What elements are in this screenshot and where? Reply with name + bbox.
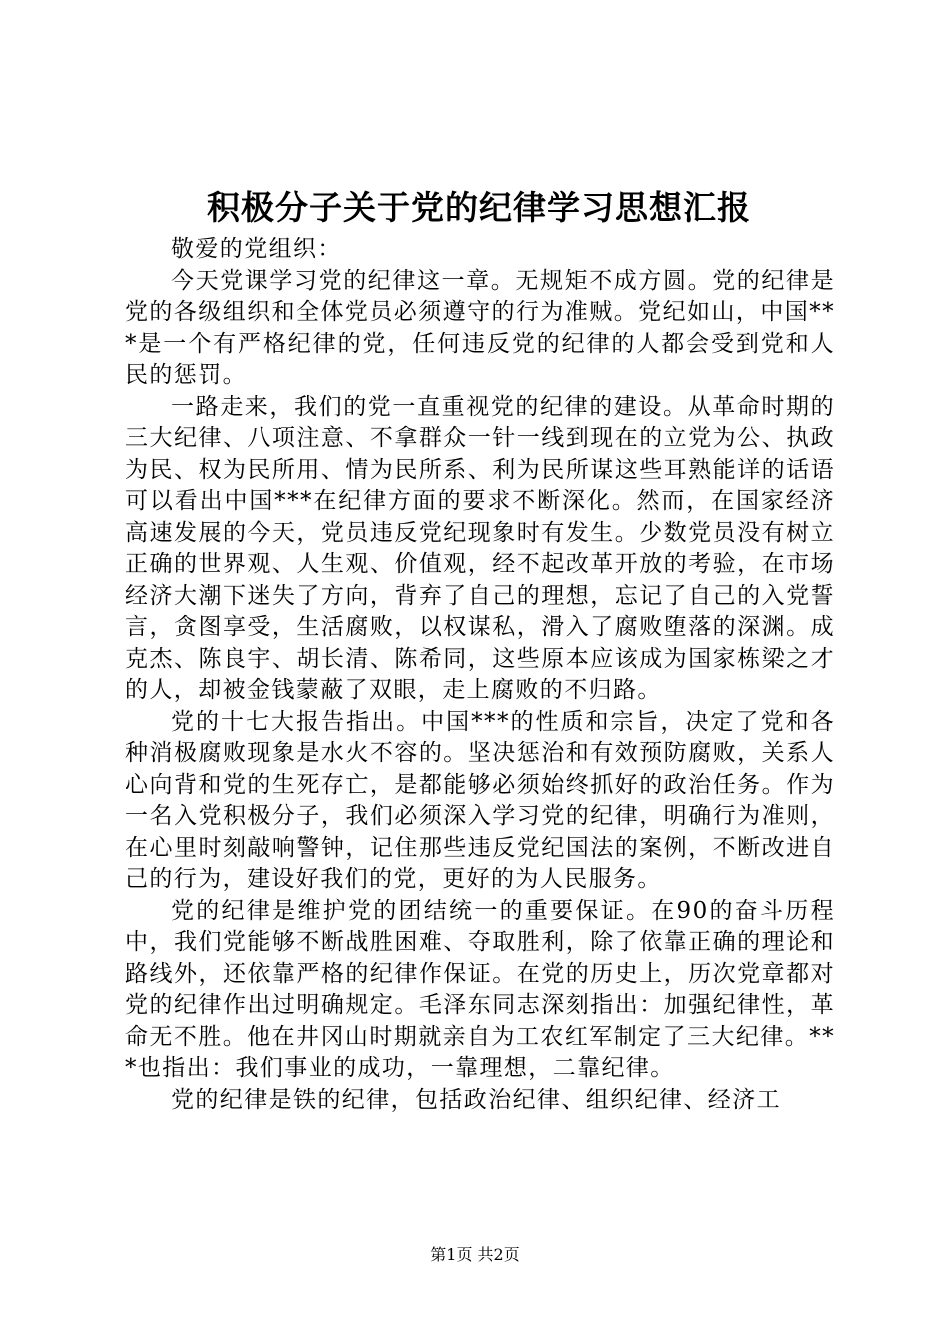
paragraph: 党的纪律是铁的纪律，包括政治纪律、组织纪律、经济工: [171, 1086, 781, 1113]
salutation: 敬爱的党组织：: [171, 236, 342, 262]
paragraph: 党的十七大报告指出。中国***的性质和宗旨，决定了党和各种消极腐败现象是水火不容的。坚决惩治和有效预防腐败，关系人心向背和党的生死存亡，是都能够必须始终抓好的政治任务。作为一名入党积极分子，我们必须深入学习党的纪律，明确行为准则，在心里时刻敲响警钟，记住那些违反党纪国法的案例，不断改进自己的行为，建设好我们的党，更好的为人民服务。: [125, 708, 835, 892]
document-title: 积极分子关于党的纪律学习思想汇报: [207, 188, 751, 227]
paragraph: 党的纪律是维护党的团结统一的重要保证。在90的奋斗历程中，我们党能够不断战胜困难、夺取胜利，除了依靠正确的理论和路线外，还依靠严格的纪律作保证。在党的历史上，历次党章都对党的纪律作出过明确规定。毛泽东同志深刻指出：加强纪律性，革命无不胜。他在井冈山时期就亲自为工农红军制定了三大纪律。***也指出：我们事业的成功，一靠理想，二靠纪律。: [125, 897, 835, 1081]
paragraph: 一路走来，我们的党一直重视党的纪律的建设。从革命时期的三大纪律、八项注意、不拿群众一针一线到现在的立党为公、执政为民、权为民所用、情为民所系、利为民所谋这些耳熟能详的话语可以看出中国***在纪律方面的要求不断深化。然而，在国家经济高速发展的今天，党员违反党纪现象时有发生。少数党员没有树立正确的世界观、人生观、价值观，经不起改革开放的考验，在市场经济大潮下迷失了方向，背弃了自己的理想，忘记了自己的入党誓言，贪图享受，生活腐败，以权谋私，滑入了腐败堕落的深渊。成克杰、陈良宇、胡长清、陈希同，这些原本应该成为国家栋梁之才的人，却被金钱蒙蔽了双眼，走上腐败的不归路。: [125, 393, 835, 703]
document-body: [125, 234, 835, 1116]
paragraph: 今天党课学习党的纪律这一章。无规矩不成方圆。党的纪律是党的各级组织和全体党员必须遵守的行为准贼。党纪如山，中国***是一个有严格纪律的党，任何违反党的纪律的人都会受到党和人民的惩罚。: [125, 267, 835, 388]
page-number-footer: 第1页 共2页: [430, 1245, 520, 1264]
